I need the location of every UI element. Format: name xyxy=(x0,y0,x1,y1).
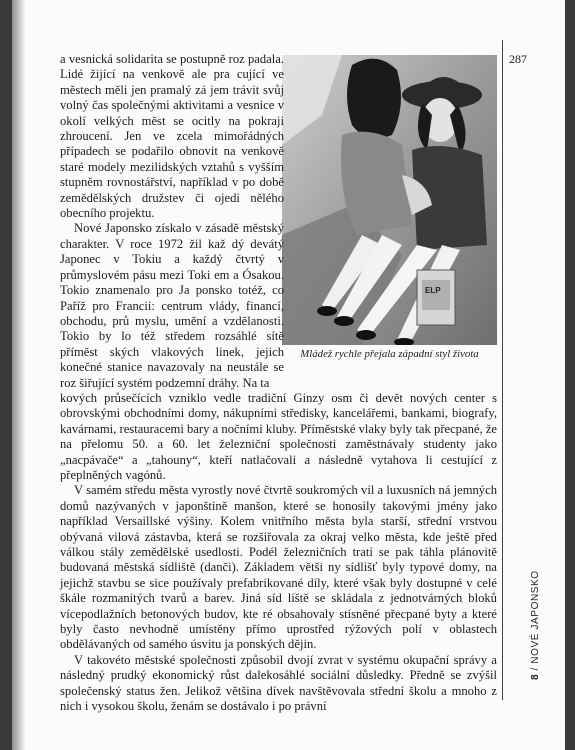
text-line: stupněm rovnostářství, například v po xyxy=(60,175,256,190)
paragraph-3 xyxy=(60,483,497,652)
text-line: měst se ocitly na pokraji zhroucení. xyxy=(60,113,284,144)
text-line: šiřující systém podzemní dráhy. Na ta xyxy=(79,375,270,390)
text-line: přímo uprostřed rýžových polí v oblastech obdělávaných od samého úsvitu ja xyxy=(60,622,497,652)
text-line: V samém středu města vyrostly nové čtvrtě soukromých vil a luxusních ná xyxy=(74,483,451,498)
text-line: jemných domů nazývaných v japonštině manšon, které se honosily takovými xyxy=(60,483,497,513)
text-line: padala. Lidé žijící na venkově ale pra xyxy=(60,52,284,82)
text-line: Jen ve zcela mimořádných případech xyxy=(60,129,284,159)
text-line: tak přecpané, že na přelomu 50. a 60. let železniční společnosti zaměstnávaly xyxy=(60,421,497,452)
page-number: 287 xyxy=(509,52,527,66)
text-line: se podařilo obnovit na venkově staré xyxy=(60,144,284,174)
photo-caption: Mládež rychle přejala západní styl života xyxy=(300,348,479,360)
paragraph-4 xyxy=(60,653,497,715)
paragraph-2-start xyxy=(60,221,284,390)
text-line: Nové Japonsko získalo v zásadě xyxy=(74,221,243,236)
text-line: ré obsahovaly stísněné přecpané byty a které byly často nevhodně umístěny xyxy=(60,606,497,637)
book-spine-shadow xyxy=(12,0,26,750)
text-line: stanice navazovaly na neustále se roz xyxy=(60,360,285,390)
text-line: době zemědělských družstev či ojedi xyxy=(60,175,284,205)
body-text xyxy=(60,52,497,714)
text-line: městský charakter. V roce 1972 žil kaž xyxy=(60,221,284,251)
text-line: lo též středem rozsáhlé sítě příměst xyxy=(60,329,284,359)
text-line: biografy, kavárnami, restauracemi bary a nočními kluby. Příměstské vlaky byly xyxy=(60,406,497,436)
text-line: aktivitami a vesnice v okolí velkých xyxy=(60,98,284,128)
text-full-width xyxy=(60,391,497,715)
text-line: díly, které však byly dostupné v celé škále rozmanitých tvarů a barev. Jiná síd xyxy=(60,575,497,606)
bag-text: ELP xyxy=(425,286,441,295)
text-line: čtvrtý v průmyslovém pásu mezi Toki xyxy=(60,252,284,282)
text-line: ny sídlišť byly typové domy, na jejichž stavbu se sice používaly prefabrikované xyxy=(60,560,498,590)
text-line: em a Ósakou. Tokio znamenalo pro Ja xyxy=(60,267,284,298)
text-line: správy a následný prudký ekonomický růst dalekosáhlé sociální důsledky. xyxy=(60,652,497,683)
chapter-title: / NOVÉ JAPONSKO xyxy=(530,570,541,674)
text-line: města, kde ještě před válkou stály zemědělské usedlosti. Podél železničních xyxy=(60,529,497,559)
text-line: kových průsečících vzniklo vedle tradiční Ginzy osm či devět nových center xyxy=(60,390,493,405)
text-line: jem trávit svůj volný čas společnými xyxy=(60,82,284,113)
text-line: tratí se pak táhla plánovitě budovaná městská sídliště (danči). Základem větši xyxy=(60,545,497,575)
text-line: střední vrstvou obývaná vilová zástavba, která se rozšiřovala za okraj velko xyxy=(60,514,497,544)
margin-rule xyxy=(502,40,503,700)
paragraph-2-end xyxy=(60,391,497,483)
text-beside-photo xyxy=(60,52,284,391)
text-line: jmény jako například Versaillské výšiny. Kolem vnitřního města byla starší, xyxy=(60,498,497,529)
text-line: cující ve městech měli jen pramalý zá xyxy=(60,67,285,97)
text-line: li cestující z přeplněných vagónů. xyxy=(60,452,497,482)
chapter-number: 8 xyxy=(530,673,541,680)
text-line: centrum vlády, financí, obchodu, prů xyxy=(60,298,285,328)
text-line: myslu, umění a vzdělanosti. Tokio by xyxy=(60,313,284,344)
text-line: ských vlakových linek, jejich konečné xyxy=(60,344,284,375)
text-line: studenty jako „nacpávače“ a „tahouny“, kteří natlačovali a následně vytahova xyxy=(60,437,497,467)
paragraph-1 xyxy=(60,52,284,221)
text-line: s obrovskými obchodními domy, nákupními středisky, kancelářemi, bankami, xyxy=(60,390,497,421)
text-line: ponsko totéž, co Paříž pro Francii: xyxy=(60,283,284,313)
text-line: V takovéto městské společnosti způsobil dvojí zvrat v systému okupační xyxy=(74,652,454,667)
text-line: liště se skládala z jednotvárných bloků vícepodlažních betonových budov, kte xyxy=(60,591,497,621)
book-page xyxy=(12,0,565,750)
text-line: Předně se zvýšil společenský status žen. Jelikož většina dívek navštěvovala xyxy=(60,668,497,698)
text-line: modely mezilidských vztahů s vyšším xyxy=(88,159,284,174)
text-line: nělého obecního projektu. xyxy=(60,190,284,221)
text-line: dý devátý Japonec v Tokiu a každý xyxy=(60,236,284,267)
text-line: střední školu a mnoho z nich i vysokou školu, ženám se dostávalo i po právní xyxy=(60,683,497,714)
running-head xyxy=(530,570,541,680)
text-line: ponských dějin. xyxy=(236,637,317,652)
text-line: a vesnická solidarita se postupně roz xyxy=(60,52,245,66)
